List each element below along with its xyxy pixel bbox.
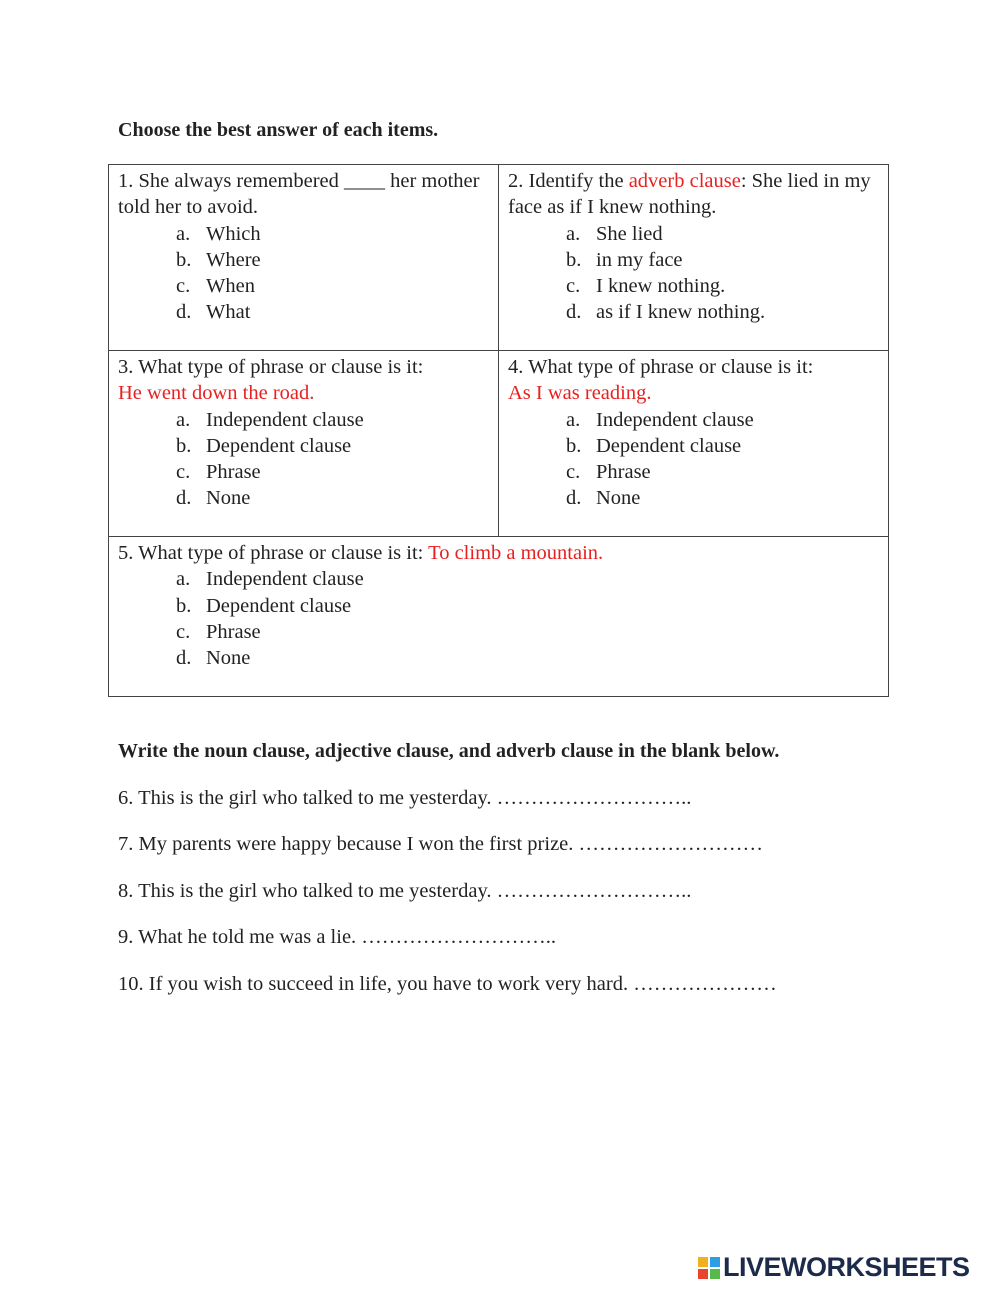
option-a[interactable]: a. She lied xyxy=(566,222,663,245)
question-number: 1. xyxy=(118,170,134,192)
logo-text: LIVEWORKSHEETS xyxy=(723,1252,970,1282)
question-number: 5. xyxy=(118,542,134,564)
option-a[interactable]: a. Which xyxy=(176,222,261,245)
answer-blank[interactable]: ……………………… xyxy=(578,833,764,855)
section1-heading: Choose the best answer of each items. xyxy=(118,119,439,141)
writing-item-9 xyxy=(118,926,556,949)
option-b[interactable]: b. Dependent clause xyxy=(176,434,352,457)
options-list xyxy=(118,221,490,326)
question-stem: Identify the xyxy=(528,170,624,192)
question-3 xyxy=(109,351,499,537)
item-sentence: My parents were happy because I won the first prize. xyxy=(138,833,574,855)
question-tail: : She lied in my face as if I knew nothing. xyxy=(508,170,871,219)
option-d[interactable]: d. What xyxy=(176,301,251,324)
option-a[interactable]: a. Independent clause xyxy=(176,568,364,591)
option-c[interactable]: c. Phrase xyxy=(566,461,651,484)
item-number: 8. xyxy=(118,880,134,902)
option-b[interactable]: b. Dependent clause xyxy=(176,594,352,617)
question-stem: What type of phrase or clause is it: xyxy=(138,542,424,564)
writing-item-7 xyxy=(118,833,763,856)
question-number: 4. xyxy=(508,356,524,378)
options-list xyxy=(508,221,880,326)
option-c[interactable]: c. Phrase xyxy=(176,461,261,484)
option-d[interactable]: d. None xyxy=(176,487,251,510)
question-number: 2. xyxy=(508,170,524,192)
question-5 xyxy=(109,537,889,697)
option-a[interactable]: a. Independent clause xyxy=(566,408,754,431)
option-c[interactable]: c. Phrase xyxy=(176,620,261,643)
writing-item-10 xyxy=(118,973,777,996)
answer-blank[interactable]: ……………………….. xyxy=(361,926,557,948)
item-sentence: This is the girl who talked to me yesterday. xyxy=(138,787,492,809)
option-d[interactable]: d. None xyxy=(176,647,251,670)
question-2 xyxy=(499,165,889,351)
option-b[interactable]: b. in my face xyxy=(566,248,683,271)
option-c[interactable]: c. I knew nothing. xyxy=(566,275,726,298)
option-d[interactable]: d. as if I knew nothing. xyxy=(566,301,766,324)
writing-item-8 xyxy=(118,880,691,903)
highlighted-sentence: He went down the road. xyxy=(118,382,315,405)
item-sentence: What he told me was a lie. xyxy=(138,926,357,948)
highlighted-sentence: As I was reading. xyxy=(508,382,652,405)
liveworksheets-logo xyxy=(698,1252,970,1283)
option-b[interactable]: b. Dependent clause xyxy=(566,434,742,457)
writing-item-6 xyxy=(118,787,691,810)
item-number: 7. xyxy=(118,833,134,855)
question-stem: What type of phrase or clause is it: xyxy=(138,356,424,378)
options-list xyxy=(118,407,490,512)
options-list xyxy=(118,566,880,671)
answer-blank[interactable]: ……………………….. xyxy=(496,880,692,902)
section2-heading: Write the noun clause, adjective clause, and adverb clause in the blank below. xyxy=(118,740,780,762)
option-a[interactable]: a. Independent clause xyxy=(176,408,364,431)
option-c[interactable]: c. When xyxy=(176,275,255,298)
item-number: 10. xyxy=(118,973,144,995)
option-b[interactable]: b. Where xyxy=(176,248,261,271)
logo-blocks-icon xyxy=(698,1257,720,1279)
item-number: 6. xyxy=(118,787,134,809)
highlighted-term: adverb clause xyxy=(628,170,741,192)
item-number: 9. xyxy=(118,926,134,948)
highlighted-sentence: To climb a mountain. xyxy=(428,542,604,564)
option-d[interactable]: d. None xyxy=(566,487,641,510)
question-stem: What type of phrase or clause is it: xyxy=(528,356,814,378)
question-number: 3. xyxy=(118,356,134,378)
item-sentence: If you wish to succeed in life, you have to work very hard. xyxy=(148,973,629,995)
answer-blank[interactable]: ………………… xyxy=(633,973,777,995)
question-4 xyxy=(499,351,889,537)
item-sentence: This is the girl who talked to me yesterday. xyxy=(138,880,492,902)
question-1 xyxy=(109,165,499,351)
answer-blank[interactable]: ……………………….. xyxy=(496,787,692,809)
options-list xyxy=(508,407,880,512)
question-table xyxy=(108,164,889,697)
question-stem: She always remembered ____ her mother told her to avoid. xyxy=(118,170,480,219)
